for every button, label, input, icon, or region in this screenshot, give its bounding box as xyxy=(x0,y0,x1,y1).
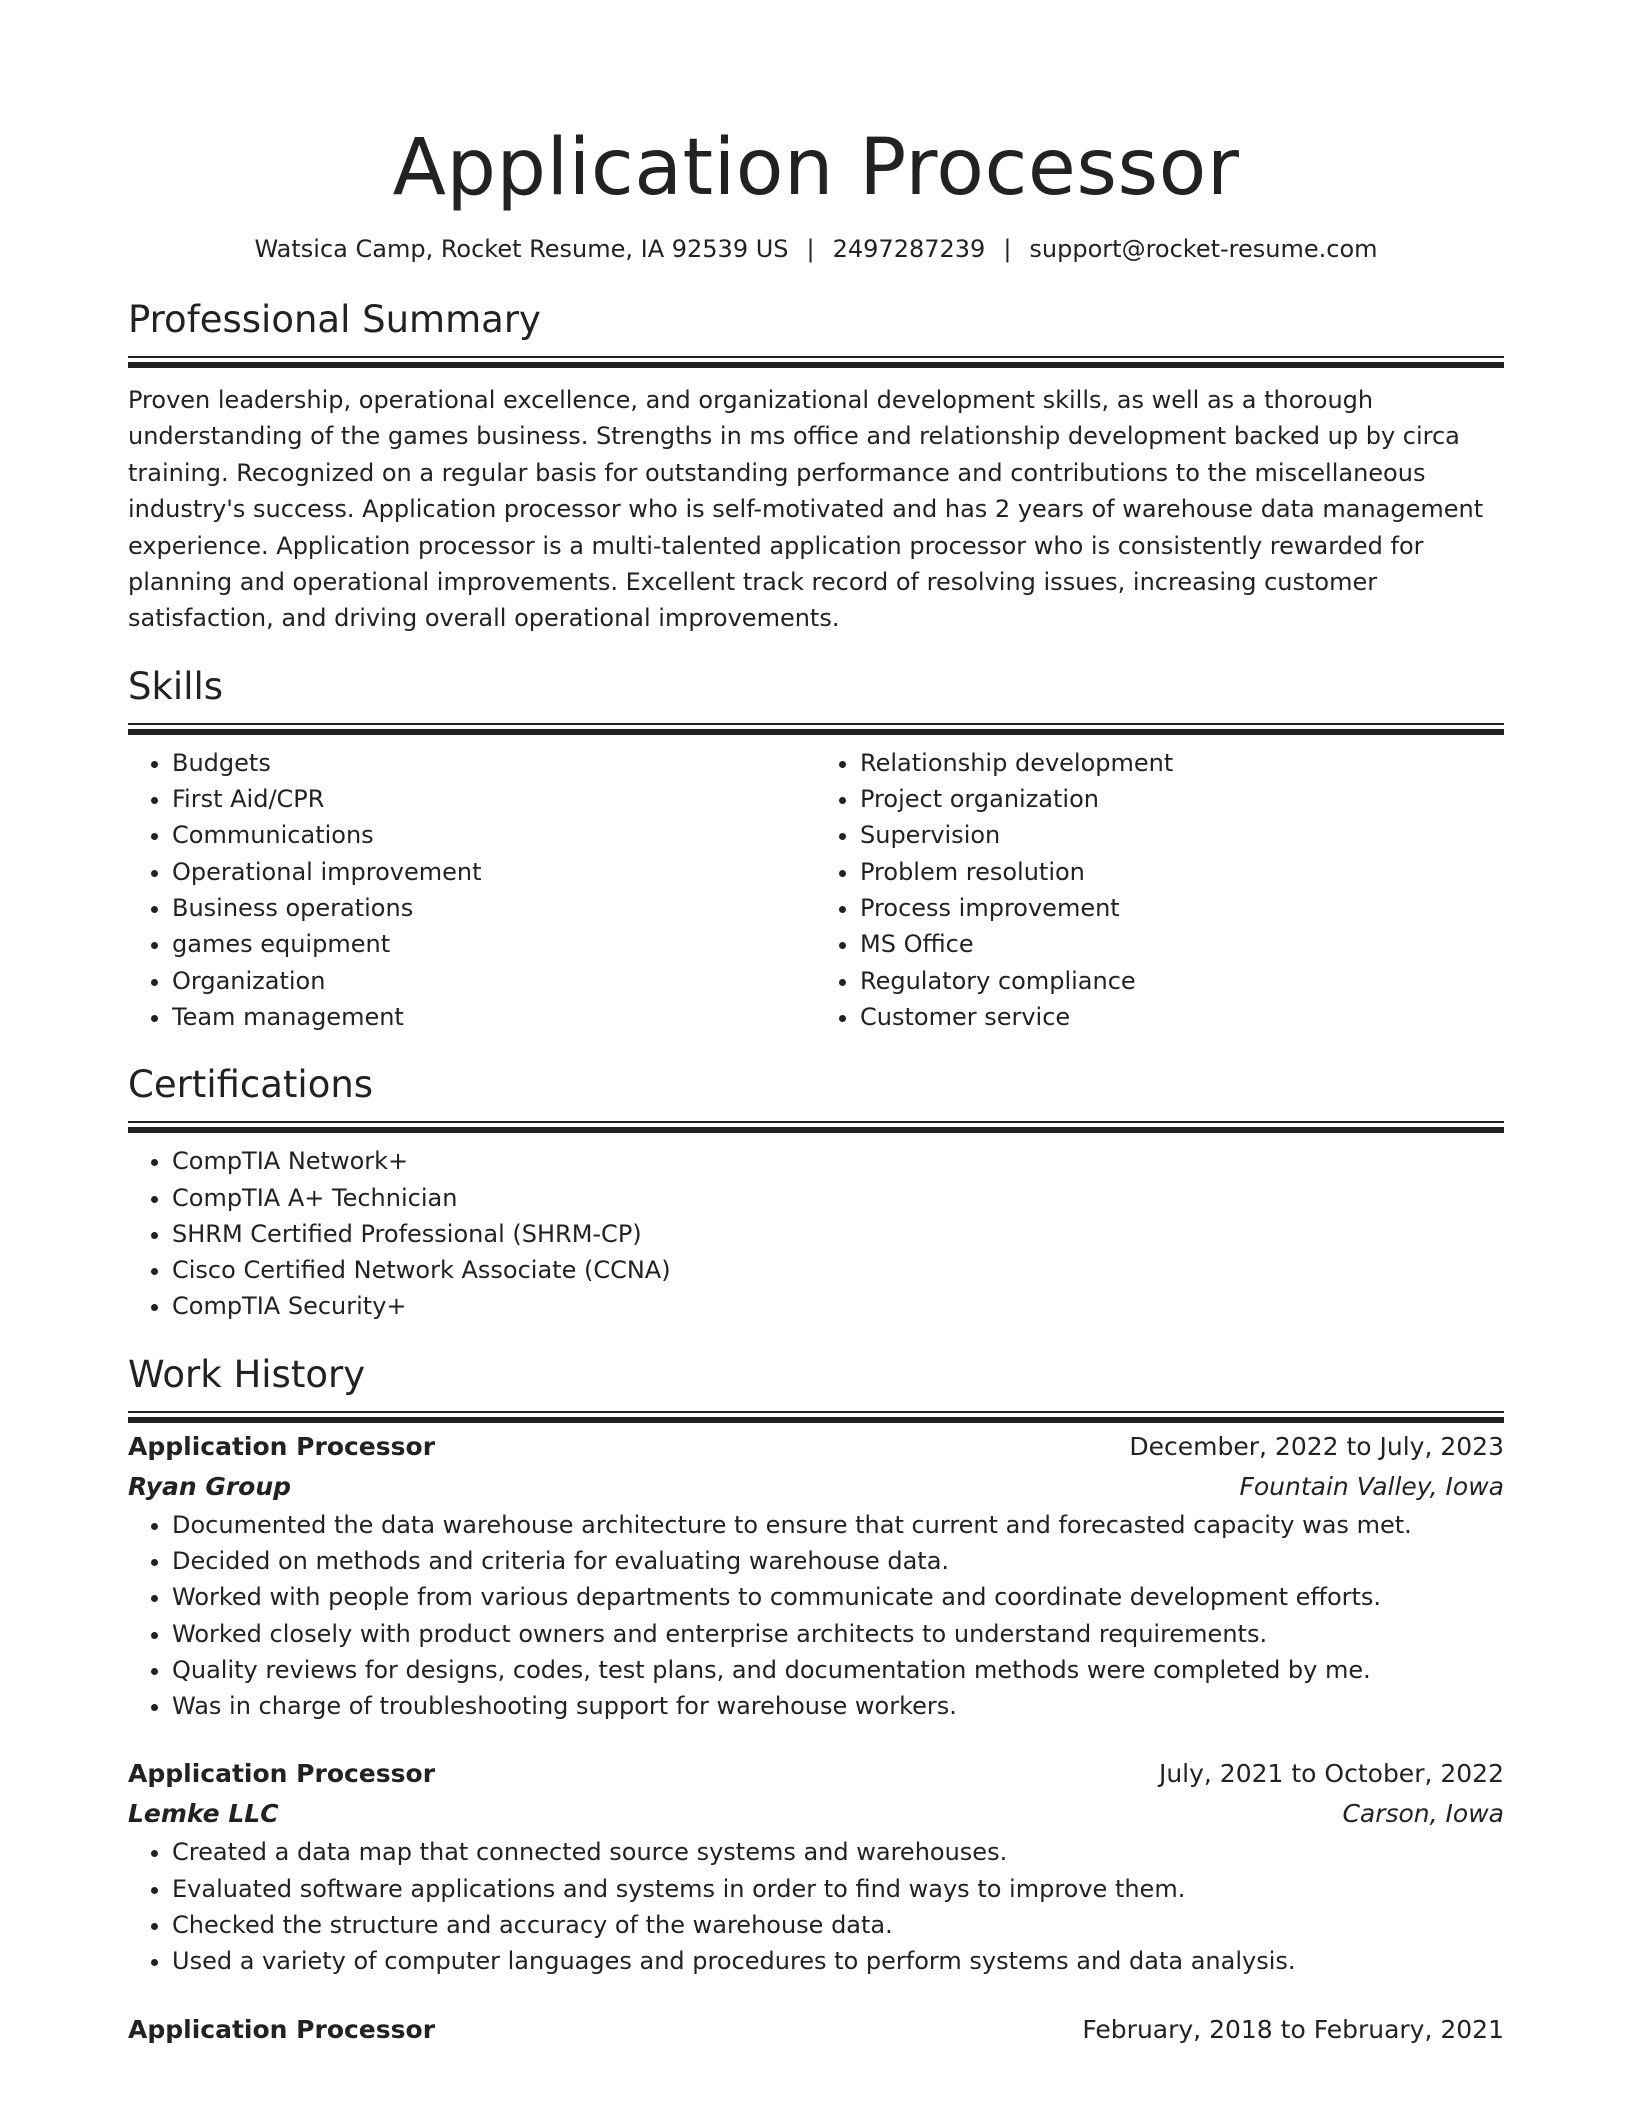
resume-page xyxy=(128,0,1504,2050)
skill-item: • Communications xyxy=(172,817,816,853)
skill-item: • Operational improvement xyxy=(172,854,816,890)
job-title: Application Processor xyxy=(128,2014,436,2044)
job-header xyxy=(128,1754,1504,1794)
summary-section xyxy=(128,296,1504,637)
contact-separator: | xyxy=(806,235,815,263)
section-divider xyxy=(128,356,1504,358)
job-bullets xyxy=(128,1834,1504,1979)
job-location: Carson, Iowa xyxy=(1342,1799,1504,1829)
job-bullet: • Documented the data warehouse architecture to ensure that current and forecasted capacity was met. xyxy=(172,1507,1504,1543)
skills-list-left xyxy=(128,745,816,1035)
contact-separator: | xyxy=(1003,235,1012,263)
job-title: Application Processor xyxy=(128,1759,436,1789)
contact-phone: 2497287239 xyxy=(832,235,986,263)
skills-columns xyxy=(128,745,1504,1035)
certification-item: • CompTIA Security+ xyxy=(172,1288,1504,1324)
skill-item: • Project organization xyxy=(860,781,1504,817)
work-history-section xyxy=(128,1351,1504,2050)
section-title-summary: Professional Summary xyxy=(128,298,541,341)
job-subheader xyxy=(128,1794,1504,1834)
job-dates: July, 2021 to October, 2022 xyxy=(1158,1759,1504,1789)
certification-item: • CompTIA Network+ xyxy=(172,1143,1504,1179)
job-dates: February, 2018 to February, 2021 xyxy=(1082,2014,1504,2044)
job-header xyxy=(128,1427,1504,1467)
job-bullet: • Evaluated software applications and systems in order to find ways to improve them. xyxy=(172,1871,1504,1907)
certification-item: • CompTIA A+ Technician xyxy=(172,1180,1504,1216)
job-entry xyxy=(128,1427,1504,1725)
certifications-section xyxy=(128,1061,1504,1324)
section-divider xyxy=(128,1121,1504,1123)
skill-item: • Organization xyxy=(172,963,816,999)
skill-item: • Regulatory compliance xyxy=(860,963,1504,999)
contact-line xyxy=(128,234,1504,264)
job-company: Lemke LLC xyxy=(128,1799,279,1829)
job-header xyxy=(128,2010,1504,2050)
skill-item: • Process improvement xyxy=(860,890,1504,926)
summary-text: Proven leadership, operational excellence, and organizational development skills, as well as a thorough understanding of the games business. Strengths in ms office and relationship development backed up by circa training. Recognized on a regular basis for outstanding performance and contributions to the miscellaneous industry's success. Application processor who is self-motivated and has 2 years of warehouse data management experience. Application processor is a multi-talented application processor who is consistently rewarded for planning and operational improvements. Excellent track record of resolving issues, increasing customer satisfaction, and driving overall operational improvements. xyxy=(128,386,1484,633)
certification-item: • Cisco Certified Network Associate (CCNA) xyxy=(172,1252,1504,1288)
job-bullet: • Worked with people from various departments to communicate and coordinate development efforts. xyxy=(172,1579,1504,1615)
job-bullet: • Decided on methods and criteria for evaluating warehouse data. xyxy=(172,1543,1504,1579)
job-location: Fountain Valley, Iowa xyxy=(1239,1471,1504,1501)
job-entry xyxy=(128,1754,1504,1979)
section-title-certifications: Certifications xyxy=(128,1063,374,1107)
job-bullet: • Checked the structure and accuracy of the warehouse data. xyxy=(172,1907,1504,1943)
section-title-work-history: Work History xyxy=(128,1352,366,1396)
job-title: Application Processor xyxy=(128,1431,436,1461)
job-bullet: • Created a data map that connected source systems and warehouses. xyxy=(172,1834,1504,1870)
section-divider xyxy=(128,1411,1504,1413)
skills-list-right xyxy=(816,745,1504,1035)
skill-item: • Team management xyxy=(172,999,816,1035)
certifications-list xyxy=(128,1143,1504,1324)
skill-item: • Business operations xyxy=(172,890,816,926)
skill-item: • Relationship development xyxy=(860,745,1504,781)
job-entry xyxy=(128,2010,1504,2050)
skill-item: • First Aid/CPR xyxy=(172,781,816,817)
job-bullet: • Worked closely with product owners and enterprise architects to understand requirements. xyxy=(172,1616,1504,1652)
section-divider xyxy=(128,723,1504,725)
contact-address: Watsica Camp, Rocket Resume, IA 92539 US xyxy=(254,235,789,263)
skill-item: • MS Office xyxy=(860,926,1504,962)
job-bullets xyxy=(128,1507,1504,1725)
section-title-skills: Skills xyxy=(128,664,224,708)
skill-item: • Budgets xyxy=(172,745,816,781)
skills-section xyxy=(128,663,1504,1035)
job-subheader xyxy=(128,1467,1504,1507)
job-bullet: • Was in charge of troubleshooting support for warehouse workers. xyxy=(172,1688,1504,1724)
job-dates: December, 2022 to July, 2023 xyxy=(1129,1431,1504,1461)
contact-email[interactable]: support@rocket-resume.com xyxy=(1029,235,1378,263)
skill-item: • Problem resolution xyxy=(860,854,1504,890)
skill-item: • games equipment xyxy=(172,926,816,962)
job-company: Ryan Group xyxy=(128,1471,292,1501)
skill-item: • Supervision xyxy=(860,817,1504,853)
job-bullet: • Used a variety of computer languages and procedures to perform systems and data analysis. xyxy=(172,1943,1504,1979)
candidate-name: Application Processor xyxy=(392,123,1240,213)
certification-item: • SHRM Certified Professional (SHRM-CP) xyxy=(172,1216,1504,1252)
skill-item: • Customer service xyxy=(860,999,1504,1035)
job-bullet: • Quality reviews for designs, codes, test plans, and documentation methods were completed by me. xyxy=(172,1652,1504,1688)
